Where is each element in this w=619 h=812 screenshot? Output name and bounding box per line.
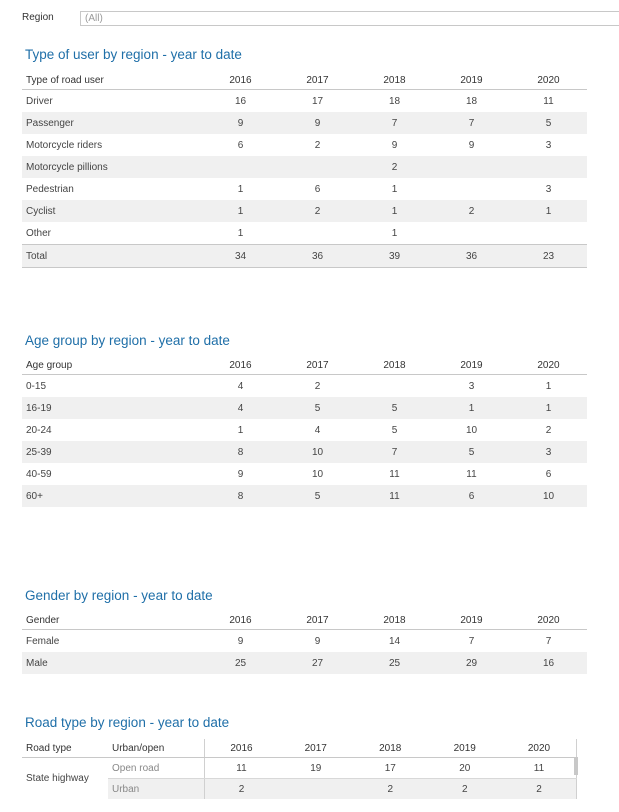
gender-table-title: Gender by region - year to date bbox=[25, 588, 213, 603]
table-cell: 7 bbox=[356, 112, 433, 134]
row-label: Motorcycle riders bbox=[26, 139, 103, 151]
year-header-2020: 2020 bbox=[510, 356, 587, 375]
table-cell: 10 bbox=[510, 485, 587, 507]
table-cell: 9 bbox=[314, 635, 321, 647]
table-row bbox=[22, 222, 587, 245]
table-row bbox=[22, 758, 577, 779]
table-row bbox=[22, 134, 587, 156]
road-type-group-label: State highway bbox=[26, 773, 89, 784]
table-cell: 2 bbox=[314, 380, 321, 392]
total-label: Total bbox=[22, 245, 202, 268]
year-header-2016: 2016 bbox=[204, 739, 279, 758]
age-table-title: Age group by region - year to date bbox=[25, 333, 230, 348]
row-label: Pedestrian bbox=[26, 183, 74, 195]
year-header-2018: 2018 bbox=[356, 356, 433, 375]
table-cell: 3 bbox=[510, 441, 587, 463]
year-header-2020: 2020 bbox=[510, 611, 587, 630]
table-cell: 11 bbox=[204, 758, 279, 779]
table-cell: 5 bbox=[433, 441, 510, 463]
table-cell: 1 bbox=[510, 397, 587, 419]
table-row bbox=[22, 463, 587, 485]
table-cell: 2 bbox=[502, 779, 577, 800]
road-type-table bbox=[22, 739, 577, 799]
table-cell: 7 bbox=[468, 635, 475, 647]
table-cell: 2 bbox=[204, 779, 279, 800]
row-label: 25-39 bbox=[22, 441, 202, 463]
table-cell: 4 bbox=[237, 380, 244, 392]
user-table-header-label: Type of road user bbox=[22, 71, 202, 90]
user-type-table bbox=[22, 71, 587, 268]
table-cell: 11 bbox=[356, 485, 433, 507]
table-cell: 3 bbox=[545, 183, 552, 195]
year-header-2019: 2019 bbox=[428, 739, 503, 758]
total-cell: 23 bbox=[510, 245, 587, 268]
table-cell: 1 bbox=[237, 424, 244, 436]
table-cell: 11 bbox=[543, 95, 554, 107]
table-cell: 17 bbox=[311, 95, 324, 107]
table-cell: 16 bbox=[510, 652, 587, 674]
table-cell bbox=[433, 156, 510, 178]
table-row bbox=[22, 441, 587, 463]
table-cell: 10 bbox=[279, 441, 356, 463]
table-cell: 19 bbox=[279, 758, 354, 779]
table-cell: 6 bbox=[545, 468, 552, 480]
table-cell: 5 bbox=[510, 112, 587, 134]
year-header-2019: 2019 bbox=[433, 71, 510, 90]
row-label: 40-59 bbox=[26, 468, 52, 480]
table-cell bbox=[356, 375, 433, 398]
table-row bbox=[22, 485, 587, 507]
row-label: Passenger bbox=[22, 112, 202, 134]
table-cell: 16 bbox=[234, 95, 247, 107]
table-row bbox=[22, 630, 587, 653]
total-cell: 39 bbox=[356, 245, 433, 268]
table-cell: 2 bbox=[279, 200, 356, 222]
year-header-2016: 2016 bbox=[202, 71, 279, 90]
table-cell: 17 bbox=[353, 758, 428, 779]
table-cell: 11 bbox=[389, 468, 400, 480]
total-row bbox=[22, 245, 587, 268]
table-scrollbar[interactable] bbox=[574, 757, 578, 775]
table-row bbox=[22, 375, 587, 398]
table-cell: 1 bbox=[356, 200, 433, 222]
table-cell: 29 bbox=[433, 652, 510, 674]
year-header-2020: 2020 bbox=[502, 739, 577, 758]
gender-table-header-label: Gender bbox=[22, 611, 202, 630]
table-row bbox=[22, 397, 587, 419]
table-row bbox=[22, 200, 587, 222]
year-header-2017: 2017 bbox=[279, 611, 356, 630]
year-header-2018: 2018 bbox=[353, 739, 428, 758]
table-cell: 14 bbox=[388, 635, 401, 647]
year-header-2016: 2016 bbox=[202, 356, 279, 375]
table-cell: 11 bbox=[502, 758, 577, 779]
year-header-2018: 2018 bbox=[356, 71, 433, 90]
table-cell bbox=[433, 178, 510, 200]
total-cell: 34 bbox=[202, 245, 279, 268]
gender-table-header-row bbox=[22, 611, 587, 630]
table-cell: 8 bbox=[202, 485, 279, 507]
row-label: Motorcycle pillions bbox=[22, 156, 202, 178]
table-cell: 27 bbox=[279, 652, 356, 674]
urban-open-header: Urban/open bbox=[108, 739, 204, 758]
table-cell: 1 bbox=[391, 183, 398, 195]
year-header-2017: 2017 bbox=[279, 71, 356, 90]
table-row bbox=[22, 112, 587, 134]
table-cell: 10 bbox=[311, 468, 324, 480]
region-filter-label: Region bbox=[22, 12, 54, 23]
table-cell: 25 bbox=[202, 652, 279, 674]
table-cell: 1 bbox=[545, 380, 552, 392]
table-cell: 4 bbox=[314, 424, 321, 436]
road-type-header: Road type bbox=[22, 739, 108, 758]
table-cell bbox=[279, 222, 356, 245]
table-cell: 1 bbox=[237, 183, 244, 195]
table-cell: 5 bbox=[279, 397, 356, 419]
table-row bbox=[22, 419, 587, 441]
table-cell: 1 bbox=[391, 227, 398, 239]
road-table-header-row bbox=[22, 739, 577, 758]
user-table-header-row bbox=[22, 71, 587, 90]
row-label: Male bbox=[22, 652, 202, 674]
table-cell: 5 bbox=[391, 424, 398, 436]
table-cell bbox=[202, 156, 279, 178]
table-cell bbox=[510, 222, 587, 245]
region-filter-dropdown[interactable]: (All) bbox=[80, 11, 619, 26]
table-cell: 25 bbox=[356, 652, 433, 674]
table-cell: 2 bbox=[433, 200, 510, 222]
user-table-title: Type of user by region - year to date bbox=[25, 47, 242, 62]
table-row bbox=[22, 652, 587, 674]
year-header-2017: 2017 bbox=[279, 356, 356, 375]
urban-open-label: Urban bbox=[108, 779, 204, 800]
year-header-2019: 2019 bbox=[433, 611, 510, 630]
total-cell: 36 bbox=[279, 245, 356, 268]
age-table-header-row bbox=[22, 356, 587, 375]
table-cell: 2 bbox=[428, 779, 503, 800]
road-table-title: Road type by region - year to date bbox=[25, 715, 230, 730]
table-cell: 7 bbox=[356, 441, 433, 463]
total-cell: 36 bbox=[433, 245, 510, 268]
table-cell bbox=[510, 156, 587, 178]
table-cell bbox=[279, 156, 356, 178]
year-header-2019: 2019 bbox=[433, 356, 510, 375]
row-label: 60+ bbox=[22, 485, 202, 507]
table-cell: 11 bbox=[466, 468, 477, 480]
row-label: Other bbox=[26, 227, 52, 239]
table-cell: 9 bbox=[468, 139, 475, 151]
table-cell: 3 bbox=[545, 139, 552, 151]
table-cell: 4 bbox=[202, 397, 279, 419]
age-group-table bbox=[22, 356, 587, 507]
year-header-2016: 2016 bbox=[202, 611, 279, 630]
table-cell: 6 bbox=[237, 139, 244, 151]
table-cell: 9 bbox=[237, 468, 244, 480]
table-cell: 5 bbox=[356, 397, 433, 419]
row-label: 20-24 bbox=[26, 424, 52, 436]
table-cell: 7 bbox=[545, 635, 552, 647]
urban-open-label: Open road bbox=[108, 758, 204, 779]
table-cell: 8 bbox=[202, 441, 279, 463]
table-cell: 9 bbox=[237, 635, 244, 647]
row-label: Driver bbox=[26, 95, 53, 107]
row-label: 0-15 bbox=[26, 380, 47, 392]
table-row bbox=[22, 90, 587, 113]
table-cell: 18 bbox=[465, 95, 478, 107]
table-cell bbox=[433, 222, 510, 245]
table-cell: 6 bbox=[433, 485, 510, 507]
table-cell bbox=[279, 779, 354, 800]
table-cell: 5 bbox=[279, 485, 356, 507]
gender-table bbox=[22, 611, 587, 674]
table-cell: 9 bbox=[202, 112, 279, 134]
table-cell: 1 bbox=[202, 200, 279, 222]
table-cell: 1 bbox=[433, 397, 510, 419]
table-cell: 9 bbox=[279, 112, 356, 134]
table-cell: 9 bbox=[391, 139, 398, 151]
age-table-header-label: Age group bbox=[22, 356, 202, 375]
table-cell: 10 bbox=[465, 424, 478, 436]
year-header-2020: 2020 bbox=[510, 71, 587, 90]
table-cell: 3 bbox=[468, 380, 475, 392]
table-cell: 20 bbox=[428, 758, 503, 779]
table-cell: 7 bbox=[433, 112, 510, 134]
row-label: Cyclist bbox=[22, 200, 202, 222]
table-cell: 2 bbox=[545, 424, 552, 436]
table-cell: 1 bbox=[237, 227, 244, 239]
row-label: 16-19 bbox=[22, 397, 202, 419]
year-header-2018: 2018 bbox=[356, 611, 433, 630]
row-label: Female bbox=[26, 635, 60, 647]
table-row bbox=[22, 156, 587, 178]
table-row bbox=[22, 178, 587, 200]
table-cell: 2 bbox=[314, 139, 321, 151]
table-cell: 6 bbox=[314, 183, 321, 195]
table-cell: 2 bbox=[356, 156, 433, 178]
table-cell: 2 bbox=[353, 779, 428, 800]
table-cell: 18 bbox=[388, 95, 401, 107]
table-cell: 1 bbox=[510, 200, 587, 222]
year-header-2017: 2017 bbox=[279, 739, 354, 758]
